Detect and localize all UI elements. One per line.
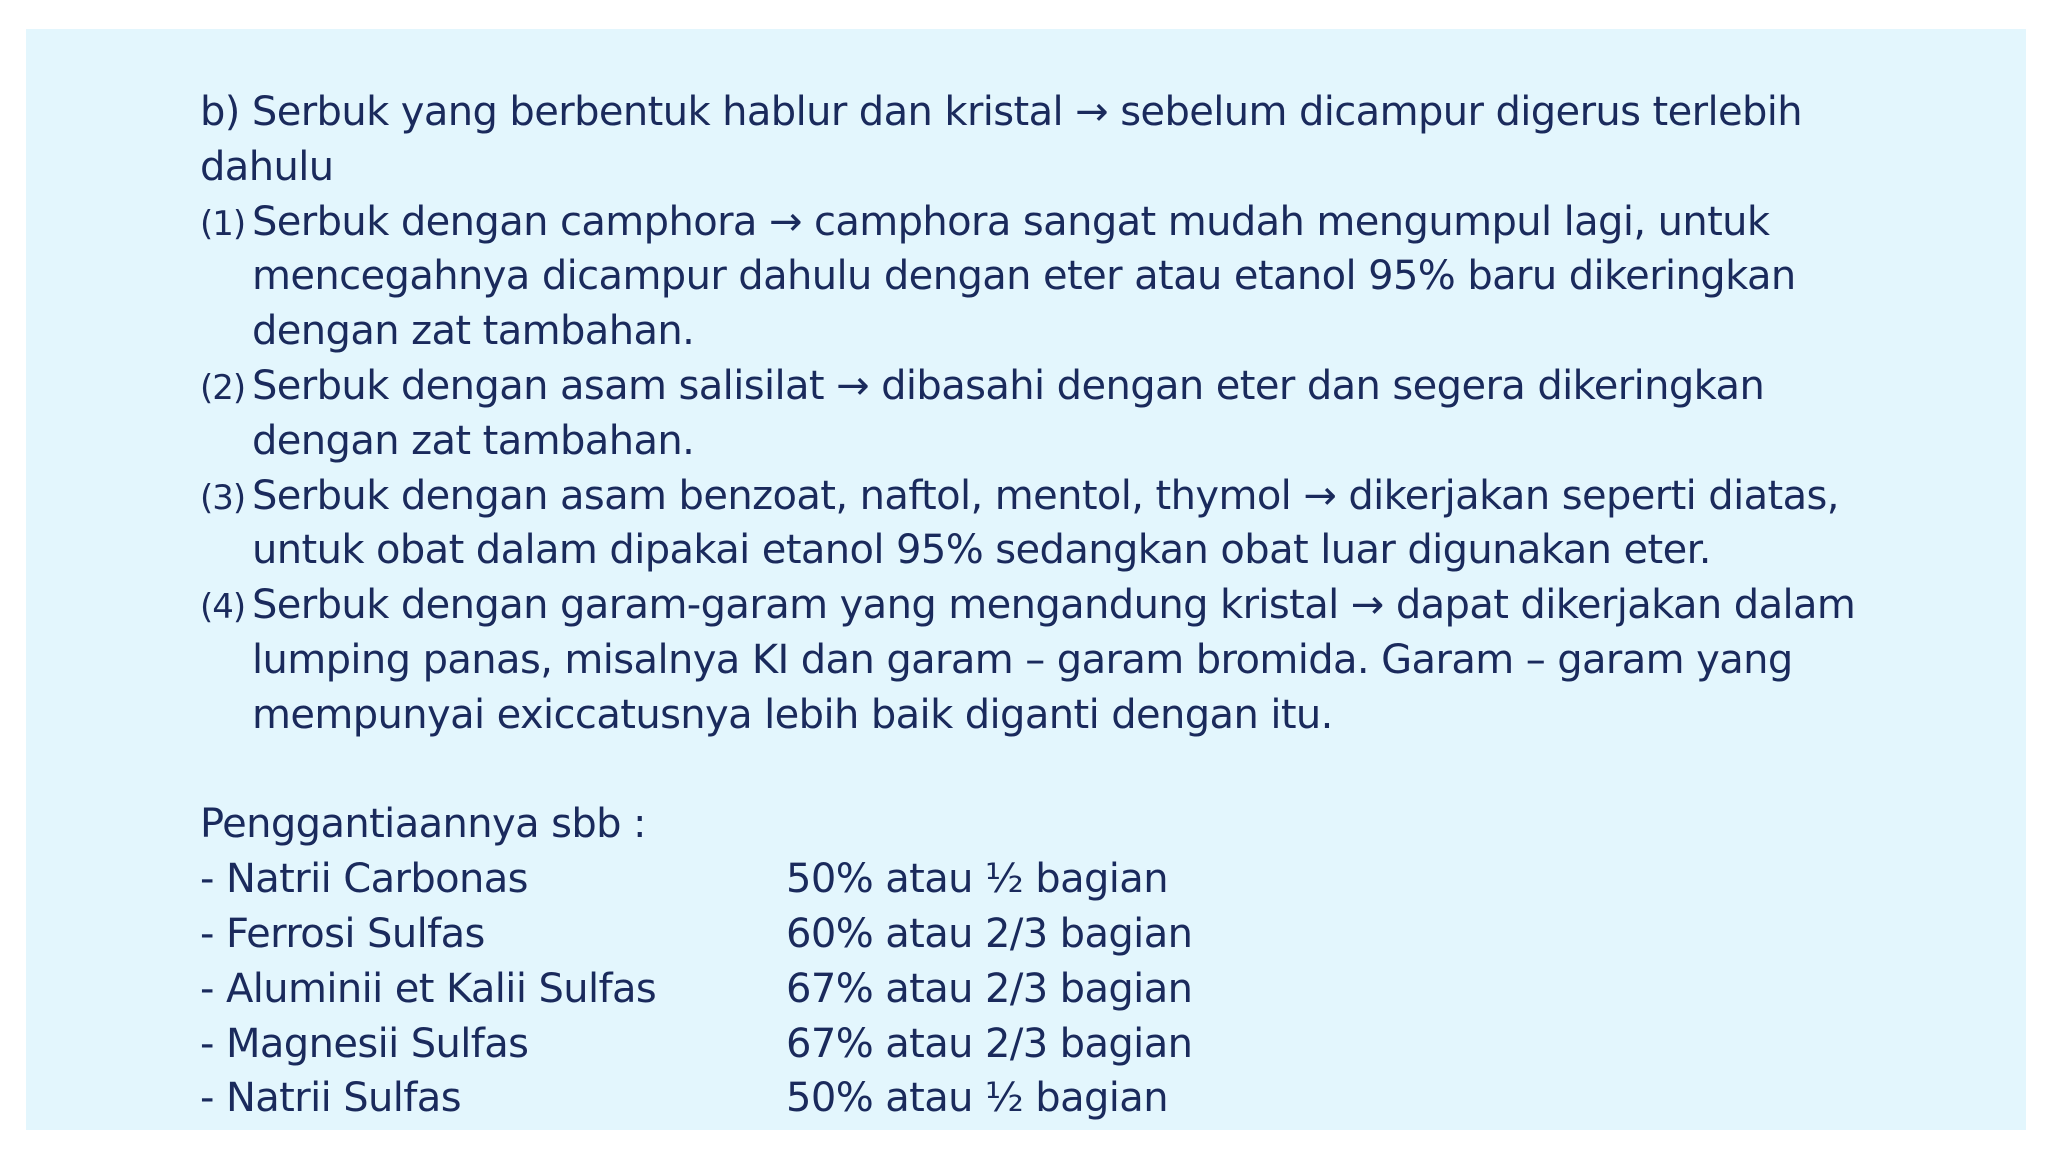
substitution-row (200, 1017, 1900, 1072)
substance-amount: 60% atau 2/3 bagian (786, 910, 1193, 957)
list-item-2 (200, 359, 1900, 469)
item-number: (4) (200, 587, 246, 628)
item-text-line: Serbuk dengan asam benzoat, naftol, mentol, thymol → dikerjakan seperti diatas, (252, 472, 1839, 519)
slide-content (200, 85, 1900, 1126)
item-number: (1) (200, 203, 246, 244)
item-text-line: lumping panas, misalnya KI dan garam – garam bromida. Garam – garam yang (252, 636, 1793, 683)
substitution-row (200, 907, 1900, 962)
substance-amount: 50% atau ½ bagian (786, 1075, 1168, 1122)
substance-amount: 50% atau ½ bagian (786, 856, 1168, 903)
substitution-row (200, 962, 1900, 1017)
item-number: (2) (200, 367, 246, 408)
substance-name: - Magnesii Sulfas (200, 1020, 529, 1067)
item-text-line: dengan zat tambahan. (252, 417, 695, 464)
substance-name: - Natrii Carbonas (200, 856, 528, 903)
list-item-3 (200, 469, 1900, 579)
substitution-row (200, 852, 1900, 907)
substance-amount: 67% atau 2/3 bagian (786, 1020, 1193, 1067)
item-number: (3) (200, 477, 246, 518)
item-text-line: Serbuk dengan camphora → camphora sangat mudah mengumpul lagi, untuk (252, 198, 1770, 245)
substance-amount: 67% atau 2/3 bagian (786, 965, 1193, 1012)
item-text-line: mempunyai exiccatusnya lebih baik diganti dengan itu. (252, 691, 1333, 738)
item-text-line: mencegahnya dicampur dahulu dengan eter atau etanol 95% baru dikeringkan (252, 253, 1796, 300)
substitution-row (200, 1071, 1900, 1126)
heading-line-1: b) Serbuk yang berbentuk hablur dan kristal → sebelum dicampur digerus terlebih (200, 89, 1803, 135)
list-item-4 (200, 578, 1900, 742)
list-item-1 (200, 195, 1900, 359)
slide-panel (26, 29, 2026, 1130)
heading-line-2: dahulu (200, 143, 334, 190)
substance-name: - Natrii Sulfas (200, 1075, 461, 1122)
item-text-line: Serbuk dengan asam salisilat → dibasahi dengan eter dan segera dikeringkan (252, 362, 1765, 409)
substance-name: - Aluminii et Kalii Sulfas (200, 965, 657, 1012)
item-text-line: dengan zat tambahan. (252, 308, 695, 355)
item-text-line: untuk obat dalam dipakai etanol 95% sedangkan obat luar digunakan eter. (252, 527, 1711, 574)
substitution-title: Penggantiaannya sbb : (200, 801, 646, 848)
spacer (200, 743, 1900, 798)
substance-name: - Ferrosi Sulfas (200, 910, 485, 957)
item-text-line: Serbuk dengan garam-garam yang mengandung kristal → dapat dikerjakan dalam (252, 582, 1856, 629)
